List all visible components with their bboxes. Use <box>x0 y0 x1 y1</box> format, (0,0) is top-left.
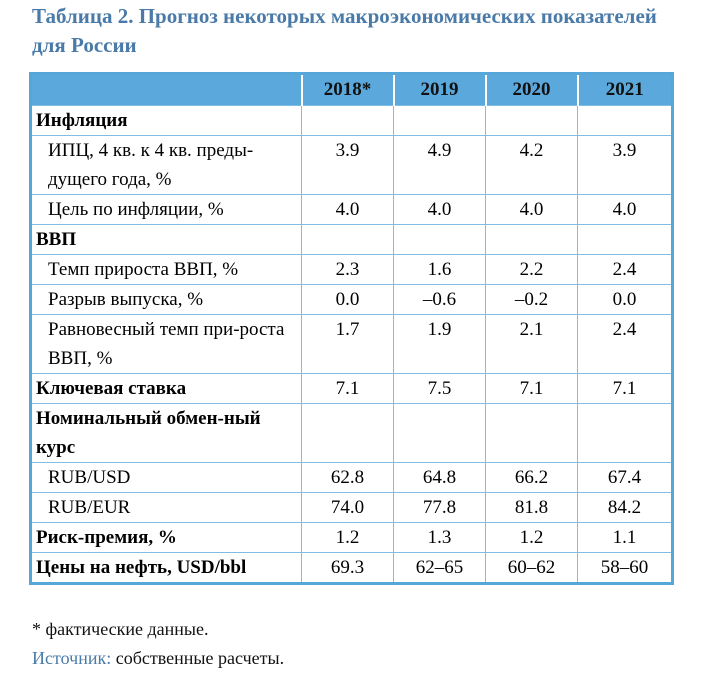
row-label: RUB/EUR <box>31 493 302 523</box>
table-row-inflation <box>31 106 673 136</box>
table-row-risk-premium <box>31 523 673 553</box>
value-cell: 1.6 <box>394 255 486 285</box>
value-cell: 7.1 <box>486 374 578 404</box>
table-row-gdp-growth <box>31 255 673 285</box>
value-cell: 60–62 <box>486 553 578 584</box>
value-cell <box>486 225 578 255</box>
value-cell: 4.2 <box>486 136 578 195</box>
value-cell: 7.1 <box>578 374 673 404</box>
value-cell: 77.8 <box>394 493 486 523</box>
value-cell <box>578 404 673 463</box>
value-cell: 4.9 <box>394 136 486 195</box>
header-empty-cell <box>31 74 302 106</box>
row-label: ИПЦ, 4 кв. к 4 кв. преды-дущего года, % <box>31 136 302 195</box>
value-cell: 4.0 <box>578 195 673 225</box>
value-cell: 58–60 <box>578 553 673 584</box>
table-row-rub-usd <box>31 463 673 493</box>
source-label: Источник: <box>32 648 112 668</box>
table-row-potential-growth <box>31 315 673 374</box>
value-cell: 62.8 <box>302 463 394 493</box>
value-cell <box>394 225 486 255</box>
value-cell <box>578 225 673 255</box>
value-cell: 2.3 <box>302 255 394 285</box>
table-row-rub-eur <box>31 493 673 523</box>
table-row-key-rate <box>31 374 673 404</box>
value-cell: 84.2 <box>578 493 673 523</box>
value-cell: 1.2 <box>486 523 578 553</box>
value-cell <box>302 404 394 463</box>
value-cell: 2.4 <box>578 255 673 285</box>
value-cell: 1.1 <box>578 523 673 553</box>
year-header: 2021 <box>578 74 673 106</box>
value-cell <box>394 106 486 136</box>
table-row-oil-prices <box>31 553 673 584</box>
source-text: собственные расчеты. <box>115 648 285 668</box>
value-cell: 2.2 <box>486 255 578 285</box>
value-cell: –0.2 <box>486 285 578 315</box>
value-cell: –0.6 <box>394 285 486 315</box>
value-cell: 4.0 <box>486 195 578 225</box>
row-label: Риск-премия, % <box>31 523 302 553</box>
row-label: Темп прироста ВВП, % <box>31 255 302 285</box>
year-header: 2018* <box>302 74 394 106</box>
row-label: RUB/USD <box>31 463 302 493</box>
value-cell: 0.0 <box>578 285 673 315</box>
value-cell <box>486 106 578 136</box>
value-cell: 0.0 <box>302 285 394 315</box>
value-cell: 62–65 <box>394 553 486 584</box>
row-label: ВВП <box>31 225 302 255</box>
value-cell: 1.3 <box>394 523 486 553</box>
row-label: Номинальный обмен-ный курс <box>31 404 302 463</box>
table-title: Таблица 2. Прогноз некоторых макроэкономических показателей для России <box>32 4 657 57</box>
value-cell <box>486 404 578 463</box>
row-label: Равновесный темп при-роста ВВП, % <box>31 315 302 374</box>
source-line <box>32 647 284 669</box>
row-label: Разрыв выпуска, % <box>31 285 302 315</box>
value-cell: 1.2 <box>302 523 394 553</box>
header-row <box>31 74 673 106</box>
footnote: * фактические данные. <box>32 619 209 639</box>
value-cell: 1.7 <box>302 315 394 374</box>
value-cell: 7.1 <box>302 374 394 404</box>
value-cell: 64.8 <box>394 463 486 493</box>
year-header: 2020 <box>486 74 578 106</box>
row-label: Цель по инфляции, % <box>31 195 302 225</box>
year-header: 2019 <box>394 74 486 106</box>
value-cell: 4.0 <box>394 195 486 225</box>
table-row-gdp <box>31 225 673 255</box>
value-cell: 66.2 <box>486 463 578 493</box>
value-cell <box>578 106 673 136</box>
row-label: Цены на нефть, USD/bbl <box>31 553 302 584</box>
value-cell <box>394 404 486 463</box>
value-cell: 67.4 <box>578 463 673 493</box>
row-label: Ключевая ставка <box>31 374 302 404</box>
value-cell: 7.5 <box>394 374 486 404</box>
forecast-table <box>29 72 674 585</box>
table-row-inflation-target <box>31 195 673 225</box>
row-label: Инфляция <box>31 106 302 136</box>
value-cell <box>302 225 394 255</box>
value-cell: 2.4 <box>578 315 673 374</box>
value-cell: 69.3 <box>302 553 394 584</box>
value-cell: 74.0 <box>302 493 394 523</box>
table-row-exchange-rate <box>31 404 673 463</box>
value-cell: 3.9 <box>578 136 673 195</box>
table-row-cpi <box>31 136 673 195</box>
value-cell: 1.9 <box>394 315 486 374</box>
value-cell: 4.0 <box>302 195 394 225</box>
value-cell: 3.9 <box>302 136 394 195</box>
table-row-output-gap <box>31 285 673 315</box>
value-cell <box>302 106 394 136</box>
value-cell: 81.8 <box>486 493 578 523</box>
value-cell: 2.1 <box>486 315 578 374</box>
